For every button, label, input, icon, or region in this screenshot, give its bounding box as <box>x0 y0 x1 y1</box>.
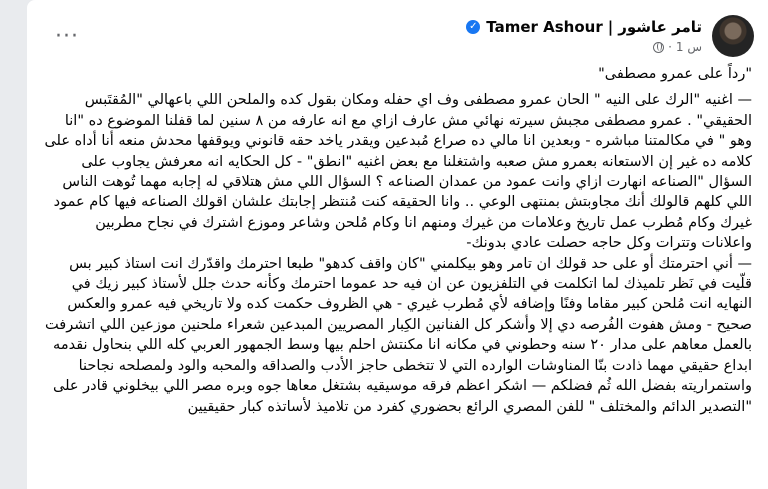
post-timestamp[interactable]: 1 س <box>675 40 702 54</box>
post-meta <box>466 17 702 55</box>
time-separator: · <box>668 40 672 54</box>
facebook-post-card <box>27 0 768 489</box>
post-paragraph: — أني احترمتك أو على حد قولك ان تامر وهو بيكلمني "كان واقف كدهو" طبعا احترمك واقدّرك انت استاذ كبير بس قلّيت في نَظر تلميذك لما اتكلمت في التلفزيون عن ان فيه حد عموما احترمك وكأنه حدث جلل لأستاذ كبير زيك في النهايه انت مُلحن كبير مقاما وفنًا وإضافه لأي مُطرب غيري - هي الظروف حكمت كده ولا تاريخي فيه عمرو والعكس صحيح - ومش هفوت الفُرصه دي إلا وأشكر كل الفنانين الكِبار المصريين المبدعين شعراء ملحنين موزعين اللي اتشرفت بالعمل معاهم على مدار ٢٠ سنه وحطوني في مكانه انا مكنتش احلم بيها وسط الجمهور العربي كله اللي بنحاول نقدمه ابداع حقيقي مهما ذادت بنّا المناوشات الوارده التي لا تتخطى حاجز الأدب والصداقه والمحبه والود ولمصلحه نجاحنا واستمراريته بفضل الله ثُم فضلكم — اشكر اعظم فرقه موسيقيه بشتغل معاها جوه وبره مصر اللي بيخلوني قادر على "التصدير الدائم والمختلف " للفن المصري الرائع بحضوري كفرد من تلاميذ لأساتذه كبار حقيقيين <box>45 255 752 415</box>
post-header <box>466 14 754 58</box>
author-name-arabic[interactable]: تامر عاشور <box>618 18 702 36</box>
author-name-row[interactable] <box>466 17 702 37</box>
post-time-row <box>653 39 702 55</box>
post-body <box>44 64 752 417</box>
more-options-button[interactable]: ··· <box>55 24 79 49</box>
globe-icon[interactable] <box>653 42 664 53</box>
author-name-separator: | <box>607 18 614 36</box>
post-title: "رداً على عمرو مصطفى" <box>598 66 752 82</box>
verified-icon: ✓ <box>466 20 480 34</box>
author-name-english[interactable]: Tamer Ashour <box>486 18 603 36</box>
post-paragraph: — اغنيه "الرك على النيه " الحان عمرو مصطفى وف اي حفله ومكان بقول كده والملحن اللي باعهالي "المُقتَبس الحقيقي" . عمرو مصطفى مجبش سيرته نهائي مش عارف ازاي مع انه عارفه من ٨ سنين لما قفلنا الموضوع ده "انا وهو " في مكالمتنا مباشره - وبعدين انا مالي ده صراع مُبدعين ويقدر ياخد حقه قانوني ويوقفها محدش منعه أنا أداه على كلامه ده غير إن الاستعانه بعمرو مش صعبه واشتغلنا مع بعض اغنيه "انطق" - كل الحكايه انه معرفش يجاوب على السؤال "الصناعه انهارت ازاي وانت عمود من عمدان الصناعه ؟ السؤال اللي مش هتلاقي له إجابه مهما تُوهت الناس اللي كلهم قالولك أنك مجاوبتش بمنتهى الوعي .. وانا الحقيقه كنت مُنتظر إجابتك علشان اقولك الصناعه فيها كام عمود غيرك وكام مُطرب عمل تاريخ وعلامات من غيرك ومنهم انا وكام مُلحن وشاعر وموزع اشترك في نجاح مطربين واعلانات وتترات وكل حاجه حصلت عادي بدونك- <box>44 92 752 252</box>
author-avatar[interactable] <box>712 15 754 57</box>
